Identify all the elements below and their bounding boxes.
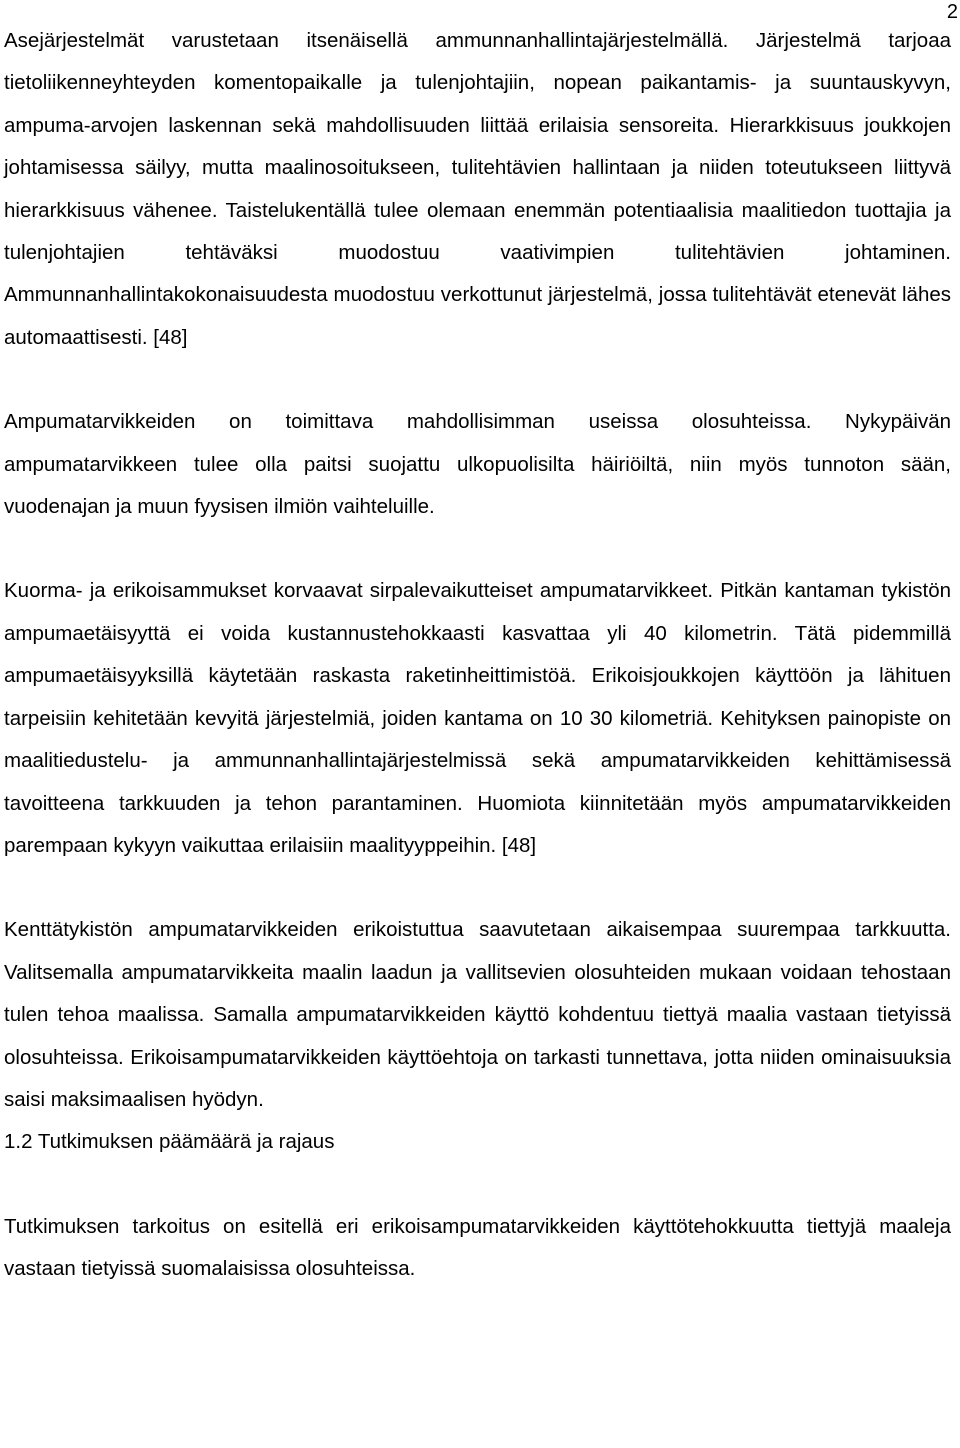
page-number: 2	[946, 1, 958, 23]
paragraph-special-munitions: Kuorma- ja erikoisammukset korvaavat sirpalevaikutteiset ampumatarvikkeet. Pitkän kantaman tykistön ampumaetäisyyttä ei voida kustannustehokkaasti kasvattaa yli 40 kilometrin. Tätä pidemmillä ampumaetäisyyksillä käytetään raskasta raketinheittimistöä. Erikoisjoukkojen käyttöön ja lähituen tarpeisiin kehitetään kevyitä järjestelmiä, joiden kantama on 10 30 kilometriä. Kehityksen painopiste on maalitiedustelu- ja ammunnanhallintajärjestelmissä sekä ampumatarvikkeiden kehittämisessä tavoitteena tarkkuuden ja tehon parantaminen. Huomiota kiinnitetään myös ampumatarvikkeiden parempaan kykyyn vaikuttaa erilaisiin maalityyppeihin. [48]	[4, 579, 951, 857]
paragraph-fire-control: Asejärjestelmät varustetaan itsenäisellä ammunnanhallintajärjestelmällä. Järjestelmä tarjoaa tietoliikenneyhteyden komentopaikalle ja tulenjohtajiin, nopean paikantamis- ja suuntauskyvyn, ampuma-arvojen laskennan sekä mahdollisuuden liittää erilaisia sensoreita. Hierarkkisuus joukkojen johtamisessa säilyy, mutta maalinosoitukseen, tulitehtävien hallintaan ja niiden toteutukseen liittyvä hierarkkisuus vähenee. Taistelukentällä tulee olemaan enemmän potentiaalisia maalitiedon tuottajia ja tulenjohtajien tehtäväksi muodostuu vaativimpien tulitehtävien johtaminen. Ammunnanhallintakokonaisuudesta muodostuu verkottunut järjestelmä, jossa tulitehtävät etenevät lähes automaattisesti. [48]	[4, 29, 951, 349]
section-heading: 1.2 Tutkimuksen päämäärä ja rajaus	[4, 1130, 335, 1154]
paragraph-ammunition-conditions: Ampumatarvikkeiden on toimittava mahdollisimman useissa olosuhteissa. Nykypäivän ampumatarvikkeen tulee olla paitsi suojattu ulkopuolisilta häiriöiltä, niin myös tunnoton sään, vuodenajan ja muun fyysisen ilmiön vaihteluille.	[4, 410, 951, 519]
paragraph-field-artillery-accuracy: Kenttätykistön ampumatarvikkeiden erikoistuttua saavutetaan aikaisempaa suurempaa tarkkuutta. Valitsemalla ampumatarvikkeita maalin laadun ja vallitsevien olosuhteiden mukaan voidaan tehostaan tulen tehoa maalissa. Samalla ampumatarvikkeiden käyttö kohdentuu tiettyä maalia vastaan tietyissä olosuhteissa. Erikoisampumatarvikkeiden käyttöehtoja on tarkasti tunnettava, jotta niiden ominaisuuksia saisi maksimaalisen hyödyn.	[4, 918, 951, 1111]
paragraph-research-purpose: Tutkimuksen tarkoitus on esitellä eri erikoisampumatarvikkeiden käyttötehokkuutta tiettyjä maaleja vastaan tietyissä suomalaisissa olosuhteissa.	[4, 1214, 951, 1281]
document-body	[4, 20, 951, 1291]
